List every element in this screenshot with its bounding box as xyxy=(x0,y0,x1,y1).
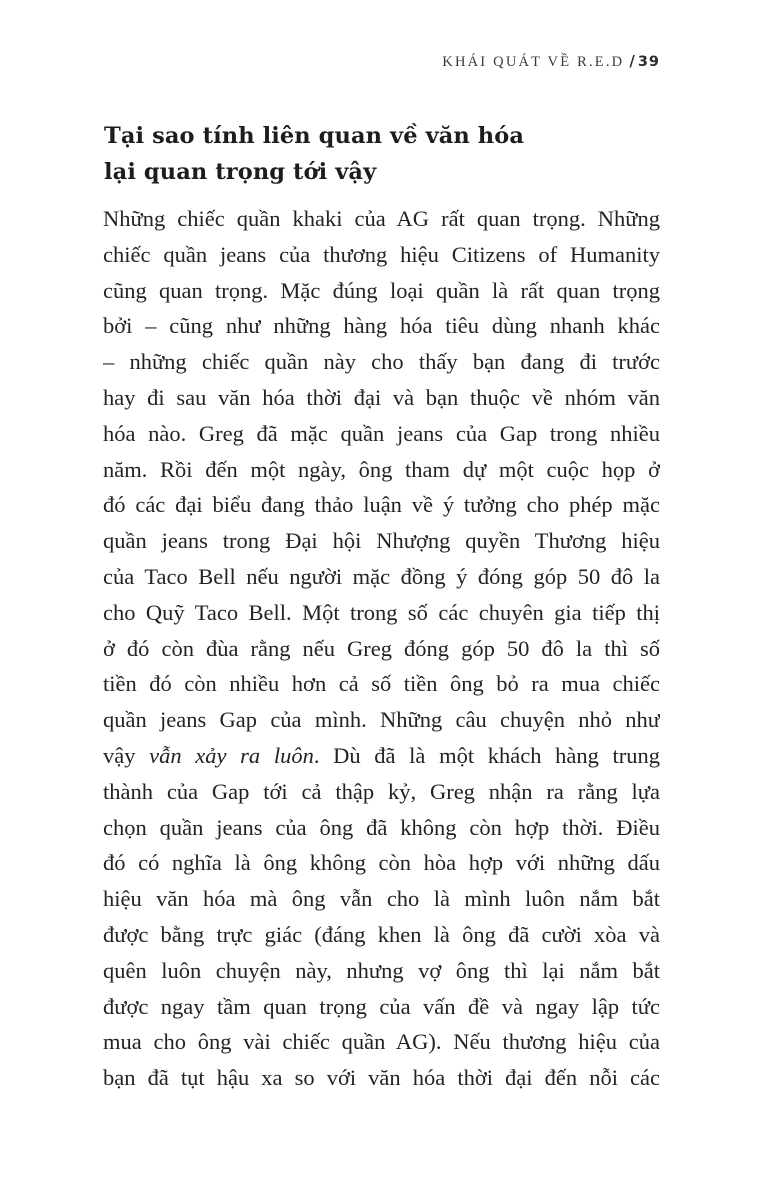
body-line-segment: hay đi sau văn hóa thời đại và bạn thuộc về nhóm văn xyxy=(103,384,660,410)
body-line-segment: chọn quần jeans của ông đã không còn hợp thời. Điều xyxy=(103,814,660,840)
body-line xyxy=(103,881,660,917)
body-line-italic-segment: vẫn xảy ra luôn xyxy=(149,742,314,768)
body-line-segment: thành của Gap tới cả thập kỷ, Greg nhận ra rằng lựa xyxy=(103,778,660,804)
body-line xyxy=(103,201,660,237)
body-line-segment: được ngay tầm quan trọng của vấn đề và ngay lập tức xyxy=(103,993,660,1019)
body-line-segment: mua cho ông vài chiếc quần AG). Nếu thương hiệu của xyxy=(103,1029,660,1055)
section-heading-line2: lại quan trọng tới vậy xyxy=(104,159,377,185)
page-number: 39 xyxy=(637,54,660,70)
body-line xyxy=(103,416,660,452)
body-line xyxy=(103,702,660,738)
body-line xyxy=(103,559,660,595)
body-line xyxy=(103,344,660,380)
body-line-segment: quần jeans Gap của mình. Những câu chuyện nhỏ như xyxy=(103,707,660,733)
body-line-segment: vậy xyxy=(103,742,150,768)
body-line-segment: ở đó còn đùa rằng nếu Greg đóng góp 50 đô la thì số xyxy=(103,635,660,661)
body-line-segment: bạn đã tụt hậu xa so với văn hóa thời đại đến nỗi các xyxy=(103,1065,660,1091)
body-line-segment: năm. Rồi đến một ngày, ông tham dự một cuộc họp ở xyxy=(103,456,660,482)
body-line xyxy=(103,1060,660,1096)
body-line xyxy=(103,774,660,810)
body-line-segment: tiền đó còn nhiều hơn cả số tiền ông bỏ ra mua chiếc xyxy=(103,671,660,697)
body-line-segment: bởi – cũng như những hàng hóa tiêu dùng nhanh khác xyxy=(103,313,660,339)
body-text xyxy=(103,201,660,1096)
body-line xyxy=(103,487,660,523)
body-line xyxy=(103,308,660,344)
body-line-segment: . Dù đã là một khách hàng trung xyxy=(313,742,660,768)
body-line xyxy=(103,845,660,881)
body-line xyxy=(103,237,660,273)
body-line xyxy=(103,738,660,774)
body-line xyxy=(103,452,660,488)
body-line xyxy=(103,917,660,953)
body-line-segment: cho Quỹ Taco Bell. Một trong số các chuyên gia tiếp thị xyxy=(103,599,660,625)
body-line xyxy=(103,631,660,667)
body-line xyxy=(103,989,660,1025)
section-title: KHÁI QUÁT VỀ R.E.D xyxy=(442,54,625,70)
header-separator: / xyxy=(629,52,635,70)
body-line-segment: đó có nghĩa là ông không còn hòa hợp với những dấu xyxy=(103,850,660,876)
body-line-segment: – những chiếc quần này cho thấy bạn đang đi trước xyxy=(103,349,660,375)
body-line xyxy=(103,1024,660,1060)
body-line-segment: quên luôn chuyện này, nhưng vợ ông thì lại nắm bắt xyxy=(103,957,660,983)
body-line xyxy=(103,666,660,702)
body-line-segment: hóa nào. Greg đã mặc quần jeans của Gap trong nhiều xyxy=(103,420,660,446)
body-line-segment: chiếc quần jeans của thương hiệu Citizens of Humanity xyxy=(103,241,660,267)
body-line-segment: của Taco Bell nếu người mặc đồng ý đóng góp 50 đô la xyxy=(103,563,660,589)
section-heading-line1: Tại sao tính liên quan về văn hóa xyxy=(104,123,525,149)
body-line-segment: đó các đại biểu đang thảo luận về ý tưởng cho phép mặc xyxy=(103,492,660,518)
body-line xyxy=(103,380,660,416)
body-line-segment: được bằng trực giác (đáng khen là ông đã cười xòa và xyxy=(103,921,660,947)
body-line xyxy=(103,273,660,309)
body-line xyxy=(103,953,660,989)
section-heading xyxy=(104,118,661,190)
body-line xyxy=(103,810,660,846)
body-line-segment: Những chiếc quần khaki của AG rất quan trọng. Những xyxy=(103,206,660,231)
body-line-segment: hiệu văn hóa mà ông vẫn cho là mình luôn nắm bắt xyxy=(103,886,660,912)
body-line-segment: cũng quan trọng. Mặc đúng loại quần là rất quan trọng xyxy=(103,277,660,303)
body-line xyxy=(103,595,660,631)
body-line xyxy=(103,523,660,559)
running-header xyxy=(103,52,660,71)
body-line-segment: quần jeans trong Đại hội Nhượng quyền Thương hiệu xyxy=(103,528,660,554)
